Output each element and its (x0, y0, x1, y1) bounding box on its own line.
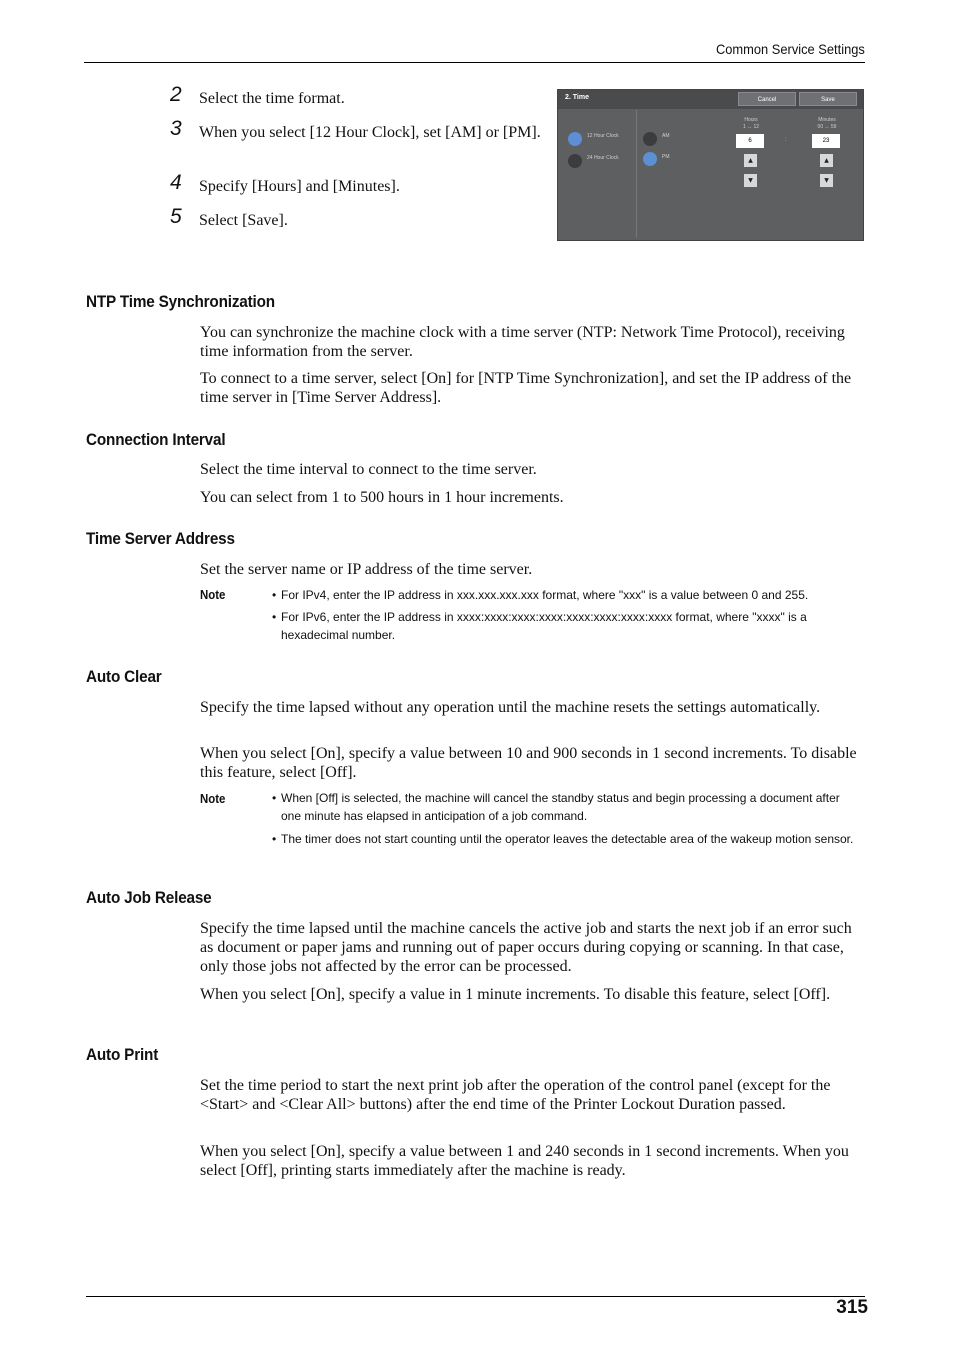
minutes-down-arrow-icon[interactable]: ▼ (820, 174, 833, 187)
time-settings-screenshot (557, 89, 864, 241)
auto-job-paragraph-2: When you select [On], specify a value in 1 minute increments. To disable this feature, select [Off]. (200, 986, 831, 1003)
heading-connection-interval: Connection Interval (86, 430, 226, 449)
interval-paragraph-2: You can select from 1 to 500 hours in 1 hour increments. (200, 489, 564, 506)
running-head: Common Service Settings (716, 41, 865, 57)
step-text: Select the time format. (199, 90, 345, 107)
radio-label: AM (662, 133, 670, 139)
auto-clear-paragraph-2: When you select [On], specify a value between 10 and 900 seconds in 1 second increments. To disable this feature, select [Off]. (200, 745, 857, 781)
footer-rule (86, 1296, 865, 1297)
hours-range: 1 ↔ 12 (742, 124, 760, 130)
radio-am[interactable] (643, 132, 657, 146)
minutes-label: Minutes (818, 117, 836, 123)
note-item (272, 830, 862, 848)
header-rule (84, 62, 865, 63)
note-text: For IPv4, enter the IP address in xxx.xxx.xxx.xxx format, where "xxx" is a value between 0 and 255. (281, 588, 809, 602)
server-paragraph-1: Set the server name or IP address of the time server. (200, 561, 533, 578)
bullet: • (272, 791, 277, 805)
radio-12-hour-clock[interactable] (568, 132, 582, 146)
note-text: When [Off] is selected, the machine will cancel the standby status and begin processing a document after one minute has elapsed in anticipation of a job command. (281, 791, 840, 823)
auto-print-paragraph-1: Set the time period to start the next print job after the operation of the control panel (except for the <Start> and <Clear All> buttons) after the end time of the Printer Lockout Duration passed. (200, 1077, 831, 1113)
hours-down-arrow-icon[interactable]: ▼ (744, 174, 757, 187)
bullet: • (272, 588, 277, 602)
minutes-range: 00 ↔ 59 (817, 124, 837, 130)
save-button[interactable]: Save (799, 92, 857, 106)
minutes-value[interactable]: 23 (812, 134, 840, 148)
note-item (272, 789, 862, 825)
hours-label: Hours (744, 117, 758, 123)
step-text: Specify [Hours] and [Minutes]. (199, 178, 400, 195)
note-text: For IPv6, enter the IP address in xxxx:xxxx:xxxx:xxxx:xxxx:xxxx:xxxx:xxxx format, where "xxxx" is a hexadecimal number. (281, 610, 807, 642)
note-item (272, 608, 862, 644)
heading-auto-print: Auto Print (86, 1045, 159, 1064)
note-item (272, 586, 862, 604)
bullet: • (272, 832, 277, 846)
step-number: 3 (170, 117, 182, 140)
step-number: 2 (170, 83, 182, 106)
auto-clear-paragraph-1: Specify the time lapsed without any operation until the machine resets the settings automatically. (200, 699, 821, 716)
step-number: 4 (170, 171, 182, 194)
heading-time-server-address: Time Server Address (86, 529, 235, 548)
page-number: 315 (836, 1297, 868, 1318)
radio-pm[interactable] (643, 152, 657, 166)
heading-auto-job-release: Auto Job Release (86, 888, 212, 907)
radio-label: 24 Hour Clock (587, 155, 619, 161)
minutes-up-arrow-icon[interactable]: ▲ (820, 154, 833, 167)
heading-ntp-time-sync: NTP Time Synchronization (86, 292, 275, 311)
bullet: • (272, 610, 277, 624)
step-text: When you select [12 Hour Clock], set [AM] or [PM]. (199, 124, 541, 141)
auto-print-paragraph-2: When you select [On], specify a value between 1 and 240 seconds in 1 second increments. When you select [Off], printing starts immediately after the machine is ready. (200, 1143, 849, 1179)
cancel-button[interactable]: Cancel (738, 92, 796, 106)
time-separator: : (785, 137, 787, 143)
screen-divider (636, 110, 637, 238)
radio-label: PM (662, 154, 670, 160)
hours-value[interactable]: 6 (736, 134, 764, 148)
screen-title: 2. Time (565, 94, 589, 101)
ntp-paragraph-2: To connect to a time server, select [On] for [NTP Time Synchronization], and set the IP address of the time server in [Time Server Address]. (200, 370, 852, 406)
radio-24-hour-clock[interactable] (568, 154, 582, 168)
auto-job-paragraph-1: Specify the time lapsed until the machine cancels the active job and starts the next job if an error such as document or paper jams and running out of paper occurs during copying or scanning. In that case, only those jobs not affected by the error can be processed. (200, 920, 852, 975)
interval-paragraph-1: Select the time interval to connect to the time server. (200, 461, 537, 478)
heading-auto-clear: Auto Clear (86, 667, 162, 686)
note-label: Note (200, 791, 226, 806)
ntp-paragraph-1: You can synchronize the machine clock with a time server (NTP: Network Time Protocol), receiving time information from the server. (200, 324, 845, 360)
note-text: The timer does not start counting until the operator leaves the detectable area of the wakeup motion sensor. (281, 832, 854, 846)
radio-label: 12 Hour Clock (587, 133, 619, 139)
step-text: Select [Save]. (199, 212, 288, 229)
note-label: Note (200, 587, 226, 602)
step-number: 5 (170, 205, 182, 228)
hours-up-arrow-icon[interactable]: ▲ (744, 154, 757, 167)
